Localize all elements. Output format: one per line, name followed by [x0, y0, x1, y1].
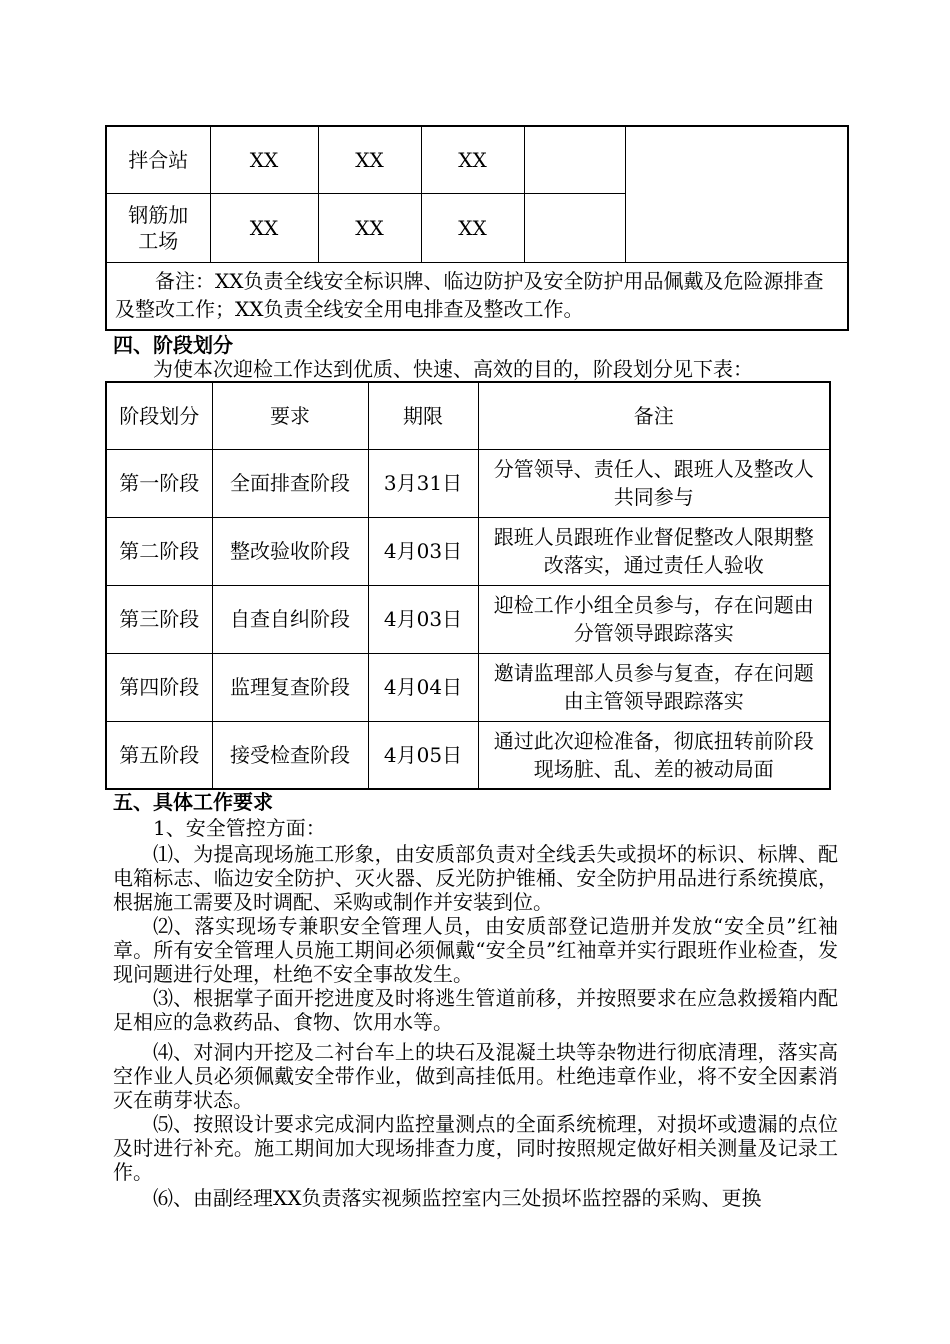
requirement-cell: 监理复查阶段: [212, 653, 368, 721]
table-cell: XX: [318, 193, 421, 262]
responsibility-table: [105, 125, 849, 331]
table-cell: XX: [318, 126, 421, 193]
table-row: [106, 653, 830, 721]
deadline-cell: 3月31日: [368, 449, 478, 517]
section-intro: 为使本次迎检工作达到优质、快速、高效的目的，阶段划分见下表：: [153, 357, 753, 381]
stage-cell: 第一阶段: [106, 449, 212, 517]
requirement-cell: 整改验收阶段: [212, 517, 368, 585]
remark-cell: 迎检工作小组全员参与，存在问题由分管领导跟踪落实: [478, 585, 830, 653]
row-label: 钢筋加工场: [106, 193, 210, 262]
requirement-cell: 自查自纠阶段: [212, 585, 368, 653]
subsection-title: 1、安全管控方面：: [153, 816, 326, 840]
column-header: 期限: [368, 382, 478, 449]
column-header: 阶段划分: [106, 382, 212, 449]
remark-cell: 分管领导、责任人、跟班人及整改人共同参与: [478, 449, 830, 517]
stage-cell: 第二阶段: [106, 517, 212, 585]
remark-cell: 通过此次迎检准备，彻底扭转前阶段现场脏、乱、差的被动局面: [478, 721, 830, 789]
table-header-row: [106, 382, 830, 449]
table-cell: XX: [210, 126, 318, 193]
table-row: [106, 262, 848, 330]
section-heading: 四、阶段划分: [113, 333, 233, 357]
body-paragraph: ⑶、根据掌子面开挖进度及时将逃生管道前移，并按照要求在应急救援箱内配足相应的急救药品、食物、饮用水等。: [113, 986, 838, 1034]
deadline-cell: 4月05日: [368, 721, 478, 789]
deadline-cell: 4月03日: [368, 585, 478, 653]
stage-cell: 第五阶段: [106, 721, 212, 789]
stage-cell: 第三阶段: [106, 585, 212, 653]
table-row: [106, 721, 830, 789]
body-paragraph: ⑸、按照设计要求完成洞内监控量测点的全面系统梳理，对损坏或遗漏的点位及时进行补充。施工期间加大现场排查力度，同时按照规定做好相关测量及记录工作。: [113, 1112, 838, 1184]
remark-cell: 邀请监理部人员参与复查，存在问题由主管领导跟踪落实: [478, 653, 830, 721]
table-cell: XX: [210, 193, 318, 262]
body-paragraph: ⑵、落实现场专兼职安全管理人员，由安质部登记造册并发放“安全员”红袖章。所有安全管理人员施工期间必须佩戴“安全员”红袖章并实行跟班作业检查，发现问题进行处理，杜绝不安全事故发生。: [113, 914, 838, 986]
section-heading: 五、具体工作要求: [113, 790, 273, 814]
table-row: [106, 449, 830, 517]
table-cell: [524, 126, 625, 193]
stage-cell: 第四阶段: [106, 653, 212, 721]
row-label: 拌合站: [106, 126, 210, 193]
body-paragraph: ⑴、为提高现场施工形象，由安质部负责对全线丢失或损坏的标识、标牌、配电箱标志、临边安全防护、灭火器、反光防护锥桶、安全防护用品进行系统摸底，根据施工需要及时调配、采购或制作并安装到位。: [113, 842, 838, 914]
stage-table: [105, 381, 831, 790]
column-header: 要求: [212, 382, 368, 449]
deadline-cell: 4月04日: [368, 653, 478, 721]
column-header: 备注: [478, 382, 830, 449]
body-paragraph: ⑷、对洞内开挖及二衬台车上的块石及混凝土块等杂物进行彻底清理，落实高空作业人员必须佩戴安全带作业，做到高挂低用。杜绝违章作业，将不安全因素消灭在萌芽状态。: [113, 1040, 838, 1112]
table-cell: [524, 193, 625, 262]
remark-cell: 跟班人员跟班作业督促整改人限期整改落实，通过责任人验收: [478, 517, 830, 585]
table-row: [106, 126, 848, 193]
table-cell: [625, 126, 848, 262]
body-paragraph: ⑹、由副经理XX负责落实视频监控室内三处损坏监控器的采购、更换: [153, 1186, 762, 1210]
table-cell: XX: [421, 193, 524, 262]
deadline-cell: 4月03日: [368, 517, 478, 585]
table-row: [106, 517, 830, 585]
requirement-cell: 接受检查阶段: [212, 721, 368, 789]
table-cell: XX: [421, 126, 524, 193]
table-note: 备注：XX负责全线安全标识牌、临边防护及安全防护用品佩戴及危险源排查及整改工作；XX负责全线安全用电排查及整改工作。: [106, 262, 848, 330]
requirement-cell: 全面排查阶段: [212, 449, 368, 517]
table-row: [106, 585, 830, 653]
